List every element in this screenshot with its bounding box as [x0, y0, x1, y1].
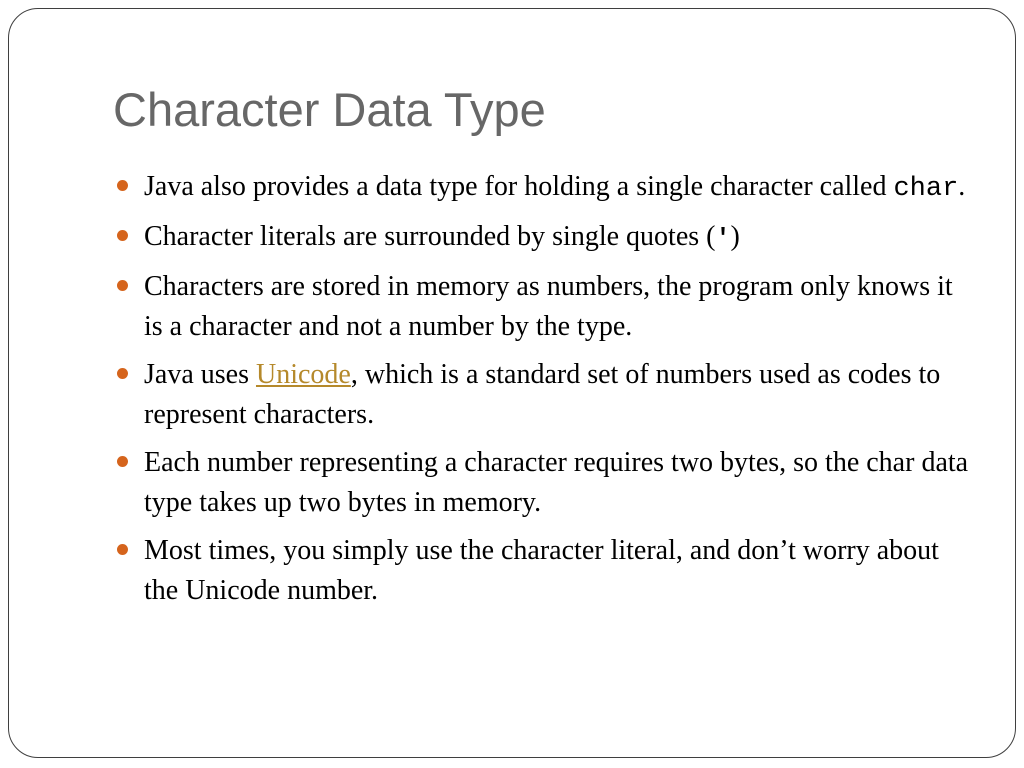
- bullet-dot-icon: [117, 180, 128, 191]
- bullet-item-literal-usage: [113, 531, 973, 611]
- bullet-dot-icon: [117, 368, 128, 379]
- bullet-item-char-type: [113, 167, 973, 209]
- bullet-text: Java also provides a data type for holding a single character called: [144, 171, 894, 202]
- bullet-text-end: , which is a standard set of numbers used as codes to represent characters.: [144, 359, 941, 430]
- bullet-dot-icon: [117, 544, 128, 555]
- bullet-text-end: ): [730, 221, 740, 252]
- bullet-item-two-bytes: [113, 443, 973, 523]
- code-char: char: [893, 174, 959, 204]
- bullet-item-literals: [113, 217, 973, 259]
- unicode-link[interactable]: Unicode: [255, 359, 351, 390]
- bullet-dot-icon: [117, 280, 128, 291]
- bullet-item-unicode: [113, 355, 973, 435]
- bullet-text: Each number representing a character requires two bytes, so the char data type takes up two bytes in memory.: [144, 447, 969, 518]
- bullet-text: Most times, you simply use the character literal, and don’t worry about the Unicode number.: [144, 535, 939, 606]
- slide-title: Character Data Type: [113, 83, 546, 136]
- code-single-quote: ': [715, 224, 731, 253]
- bullet-item-memory: [113, 267, 973, 347]
- bullet-dot-icon: [117, 456, 128, 467]
- bullet-list: [113, 167, 973, 619]
- bullet-text-end: .: [958, 171, 966, 202]
- bullet-text: Java uses: [144, 359, 256, 390]
- bullet-text: Character literals are surrounded by single quotes (: [144, 221, 716, 252]
- bullet-dot-icon: [117, 230, 128, 241]
- bullet-text: Characters are stored in memory as numbers, the program only knows it is a character and not a number by the type.: [144, 271, 953, 342]
